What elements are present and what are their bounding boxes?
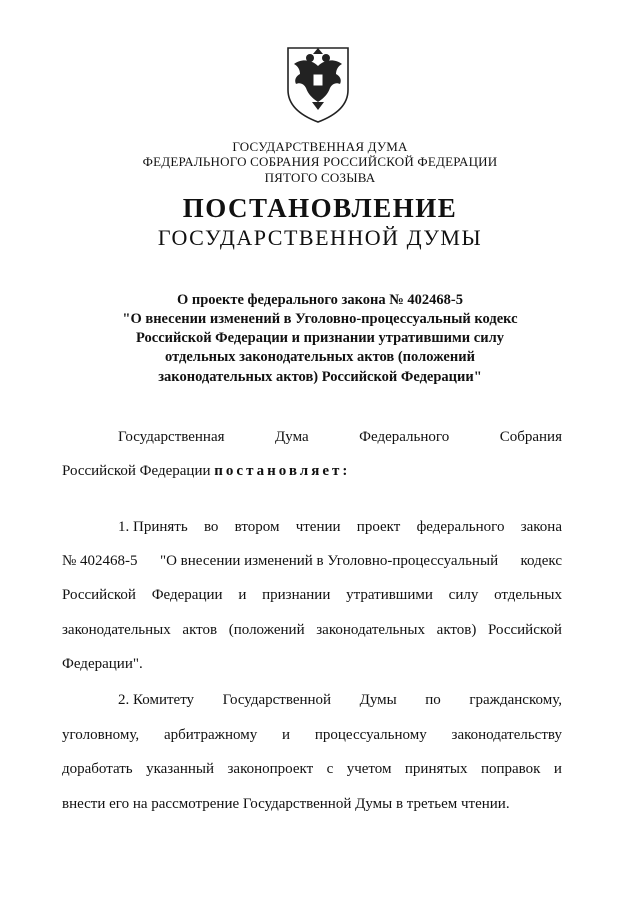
word: законодательных <box>62 622 171 638</box>
word: втором <box>234 519 280 535</box>
word: № 402468-5 <box>62 553 138 569</box>
document-subtitle: ГОСУДАРСТВЕННОЙ ДУМЫ <box>157 225 483 250</box>
paragraph-2-line <box>62 761 562 778</box>
word: законодательству <box>451 727 562 743</box>
word: Государственная <box>118 429 225 445</box>
paragraph-1-line: Федерации". <box>62 656 143 672</box>
subject-line: законодательных актов) Российской Федерации" <box>158 369 482 385</box>
subject-line: отдельных законодательных актов (положений <box>165 349 475 365</box>
word: и <box>553 761 562 777</box>
paragraph-1-line <box>62 622 562 639</box>
word: и <box>238 587 247 603</box>
word: законодательных <box>316 622 425 638</box>
word: 2. Комитету <box>118 692 195 708</box>
word: с <box>326 761 334 777</box>
paragraph-1-line <box>62 587 562 604</box>
word: и <box>282 727 291 743</box>
word: арбитражному <box>163 727 258 743</box>
preamble-line-1 <box>118 429 562 446</box>
word: гражданскому, <box>469 692 562 708</box>
word: "О внесении изменений в Уголовно-процессуальный <box>159 553 499 569</box>
paragraph-1-line <box>118 519 562 536</box>
document-title: ПОСТАНОВЛЕНИЕ <box>182 193 458 223</box>
word: процессуальному <box>314 727 427 743</box>
word: доработать <box>62 761 133 777</box>
word: (положений <box>228 622 305 638</box>
word: Российской <box>488 622 562 638</box>
word: Дума <box>275 429 309 445</box>
word: во <box>203 519 219 535</box>
word: чтении <box>295 519 341 535</box>
word: законопроект <box>227 761 314 777</box>
header-line-1: ГОСУДАРСТВЕННАЯ ДУМА <box>232 139 408 154</box>
word: отдельных <box>494 587 562 603</box>
word: принятых <box>404 761 468 777</box>
word: Государственной <box>222 692 332 708</box>
header-line-2: ФЕДЕРАЛЬНОГО СОБРАНИЯ РОССИЙСКОЙ ФЕДЕРАЦИИ <box>142 154 498 169</box>
preamble-decision: постановляет: <box>214 463 351 479</box>
word: по <box>425 692 441 708</box>
preamble-text: Российской Федерации <box>62 463 211 479</box>
word: Российской <box>62 587 136 603</box>
word: утратившими <box>346 587 433 603</box>
word: указанный <box>146 761 215 777</box>
subject-line: О проекте федерального закона № 402468-5 <box>176 292 464 308</box>
paragraph-1-line <box>62 553 562 570</box>
word: кодекс <box>520 553 562 569</box>
word: поправок <box>480 761 541 777</box>
word: силу <box>448 587 479 603</box>
word: Думы <box>359 692 397 708</box>
word: федерального <box>416 519 505 535</box>
word: учетом <box>346 761 392 777</box>
word: актов) <box>436 622 477 638</box>
subject-line: Российской Федерации и признании утратившими силу <box>136 330 504 346</box>
header-line-3: ПЯТОГО СОЗЫВА <box>264 170 376 185</box>
word: Федерации <box>151 587 223 603</box>
coat-of-arms-emblem <box>282 44 354 124</box>
word: Собрания <box>499 429 562 445</box>
subject-line: "О внесении изменений в Уголовно-процессуальный кодекс <box>122 311 518 327</box>
word: закона <box>520 519 562 535</box>
word: признании <box>262 587 331 603</box>
word: уголовному, <box>62 727 140 743</box>
word: проект <box>356 519 401 535</box>
preamble-line-2 <box>62 463 562 480</box>
word: актов <box>182 622 218 638</box>
paragraph-2-line <box>62 727 562 744</box>
word: 1. Принять <box>118 519 188 535</box>
word: Федерального <box>359 429 450 445</box>
paragraph-2-line <box>118 692 562 709</box>
paragraph-2-line: внести его на рассмотрение Государственной Думы в третьем чтении. <box>62 796 510 812</box>
